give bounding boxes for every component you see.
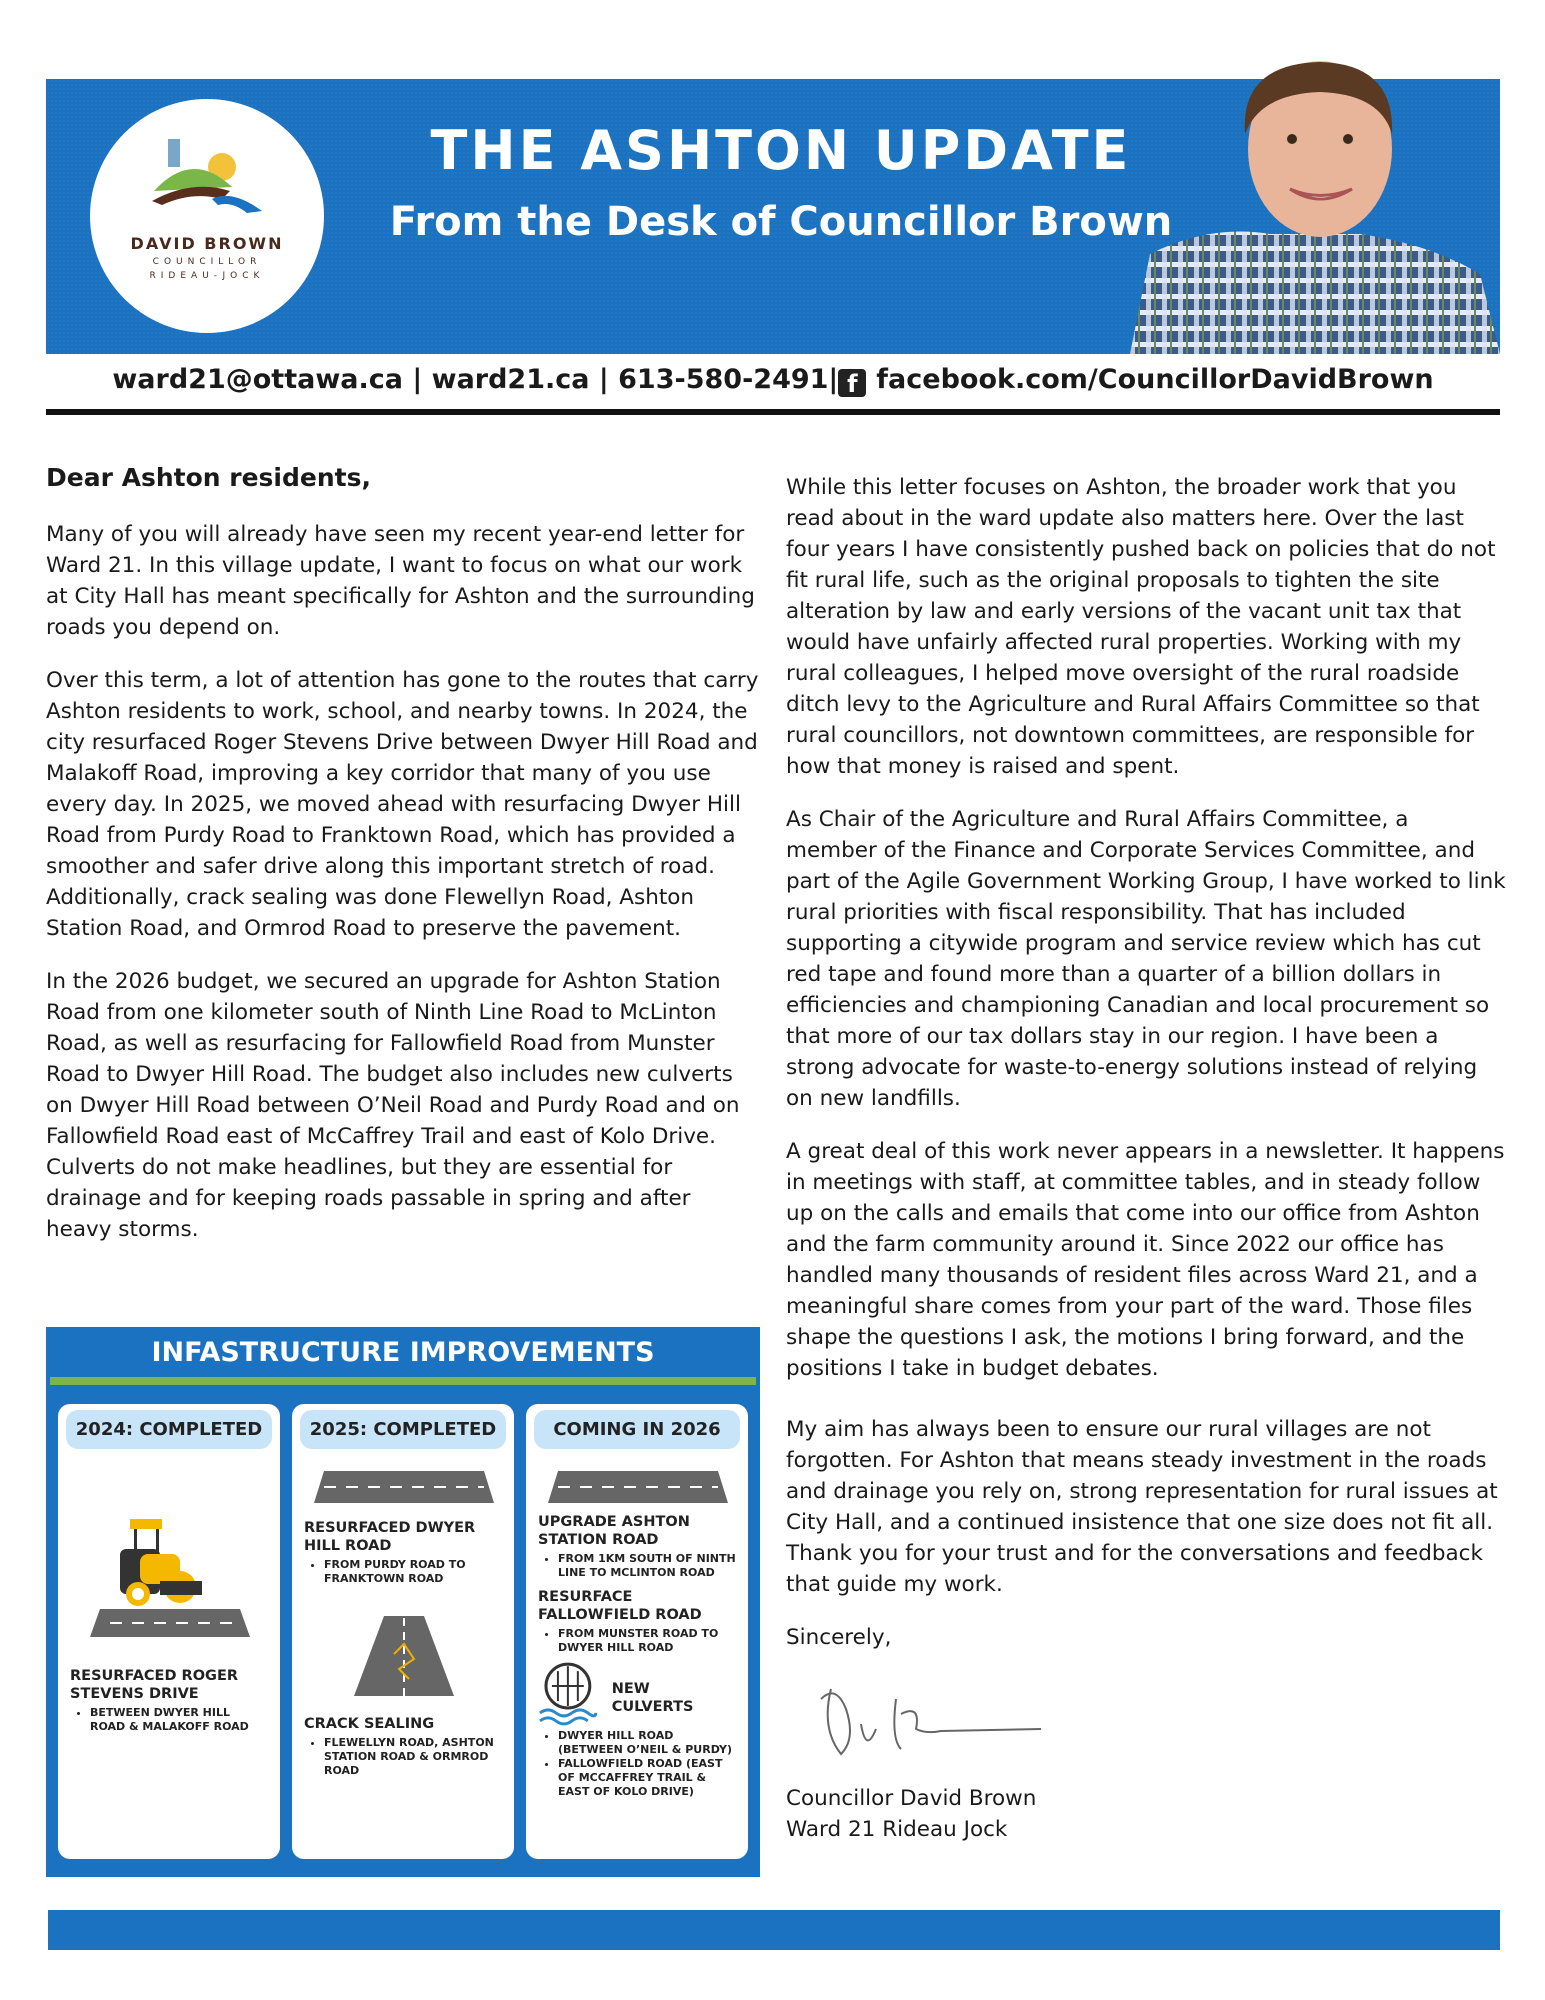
- facebook-link[interactable]: facebook.com/CouncillorDavidBrown: [876, 364, 1434, 395]
- card-bullet: • DWYER HILL ROAD (BETWEEN O’NEIL & PURDY): [558, 1729, 736, 1757]
- councillor-photo: [1130, 54, 1500, 354]
- card-header: 2025: COMPLETED: [300, 1410, 506, 1449]
- culvert-icon: [538, 1661, 598, 1726]
- newsletter-title: THE ASHTON UPDATE: [430, 119, 1132, 182]
- card-bullet: • FROM MUNSTER ROAD TO DWYER HILL ROAD: [558, 1627, 736, 1655]
- footer-bar: [48, 1910, 1500, 1950]
- card-heading: NEW CULVERTS: [611, 1680, 694, 1715]
- card-2024: [58, 1404, 280, 1859]
- card-bullet: • FLEWELLYN ROAD, ASHTON STATION ROAD & ORMROD ROAD: [324, 1736, 502, 1778]
- letter-right-column: [786, 472, 1506, 1845]
- card-2026: [526, 1404, 748, 1859]
- contact-line: [46, 364, 1500, 397]
- card-heading: CRACK SEALING: [304, 1716, 435, 1732]
- card-header: COMING IN 2026: [534, 1410, 740, 1449]
- signature-name: Councillor David Brown: [786, 1786, 1037, 1811]
- contact-info[interactable]: ward21@ottawa.ca | ward21.ca | 613-580-2491|: [112, 364, 839, 395]
- infrastructure-infographic: [46, 1327, 760, 1877]
- facebook-icon: f: [838, 369, 866, 397]
- logo-hills-icon: [152, 139, 262, 229]
- paragraph: While this letter focuses on Ashton, the broader work that you read about in the ward update also matters here. Over the last four years I have consistently pushed back on policies that do not fit rural life, such as the original proposals to tighten the site alteration by law and early versions of the vacant unit tax that would have unfairly affected rural properties. Working with my rural colleagues, I helped move oversight of the rural roadside ditch levy to the Agriculture and Rural Affairs Committee so that rural councillors, not downtown committees, are responsible for how that money is raised and spent.: [786, 475, 1496, 779]
- card-heading: RESURFACED ROGER STEVENS DRIVE: [70, 1668, 239, 1702]
- infographic-title: INFASTRUCTURE IMPROVEMENTS: [151, 1337, 655, 1368]
- newsletter-subtitle: From the Desk of Councillor Brown: [389, 199, 1173, 245]
- councillor-logo: [90, 99, 324, 333]
- closing: Sincerely,: [786, 1625, 892, 1650]
- paragraph: My aim has always been to ensure our rural villages are not forgotten. For Ashton that means steady investment in the roads and drainage you rely on, strong representation for rural issues at City Hall, and a continued insistence that one size does not fit all. Thank you for your trust and for the conversations and feedback that guide my work.: [786, 1417, 1498, 1597]
- paragraph: A great deal of this work never appears in a newsletter. It happens in meetings with staff, at committee tables, and in steady follow up on the calls and emails that come into our office from Ashton and the farm community around it. Since 2022 our office has handled many thousands of resident files across Ward 21, and a meaningful share comes from your part of the ward. Those files shape the questions I ask, the motions I bring forward, and the positions I take in budget debates.: [786, 1139, 1505, 1381]
- card-heading: UPGRADE ASHTON STATION ROAD: [538, 1514, 690, 1548]
- card-bullet: • FROM 1KM SOUTH OF NINTH LINE TO MCLINTON ROAD: [558, 1552, 736, 1580]
- road-icon: [538, 1467, 738, 1507]
- signature: [801, 1669, 1061, 1769]
- card-bullet: • FALLOWFIELD ROAD (EAST OF MCCAFFREY TRAIL & EAST OF KOLO DRIVE): [558, 1757, 736, 1799]
- header-banner: [46, 79, 1500, 354]
- paragraph: Many of you will already have seen my recent year-end letter for Ward 21. In this village update, I want to focus on what our work at City Hall has meant specifically for Ashton and the surrounding roads you depend on.: [46, 522, 755, 640]
- road-icon: [304, 1467, 504, 1507]
- green-divider: [50, 1377, 756, 1385]
- letter-left-column: [46, 462, 761, 1267]
- logo-ward: RIDEAU-JOCK: [149, 271, 265, 281]
- card-2025: [292, 1404, 514, 1859]
- card-heading: RESURFACE FALLOWFIELD ROAD: [538, 1589, 702, 1623]
- card-bullet: • BETWEEN DWYER HILL ROAD & MALAKOFF ROAD: [90, 1706, 268, 1734]
- signature-ward: Ward 21 Rideau Jock: [786, 1817, 1008, 1842]
- card-header: 2024: COMPLETED: [66, 1410, 272, 1449]
- logo-name: DAVID BROWN: [130, 234, 284, 253]
- paragraph: In the 2026 budget, we secured an upgrade for Ashton Station Road from one kilometer south of Ninth Line Road to McLinton Road, as well as resurfacing for Fallowfield Road from Munster Road to Dwyer Hill Road. The budget also includes new culverts on Dwyer Hill Road between O’Neil Road and Purdy Road and on Fallowfield Road east of McCaffrey Trail and east of Kolo Drive. Culverts do not make headlines, but they are essential for drainage and for keeping roads passable in spring and after heavy storms.: [46, 969, 740, 1242]
- paragraph: As Chair of the Agriculture and Rural Affairs Committee, a member of the Finance and Corporate Services Committee, and part of the Agile Government Working Group, I have worked to link rural priorities with fiscal responsibility. That has included supporting a citywide program and service review which has cut red tape and found more than a quarter of a billion dollars in efficiencies and championing Canadian and local procurement so that more of our tax dollars stay in our region. I have been a strong advocate for waste-to-energy solutions instead of relying on new landfills.: [786, 807, 1506, 1111]
- greeting: Dear Ashton residents,: [46, 463, 371, 492]
- card-heading: RESURFACED DWYER HILL ROAD: [304, 1520, 476, 1554]
- cracked-road-icon: [304, 1614, 504, 1699]
- paragraph: Over this term, a lot of attention has gone to the routes that carry Ashton residents to work, school, and nearby towns. In 2024, the city resurfaced Roger Stevens Drive between Dwyer Hill Road and Malakoff Road, improving a key corridor that many of you use every day. In 2025, we moved ahead with resurfacing Dwyer Hill Road from Purdy Road to Franktown Road, which has provided a smoother and safer drive along this important stretch of road. Additionally, crack sealing was done Flewellyn Road, Ashton Station Road, and Ormrod Road to preserve the pavement.: [46, 668, 759, 941]
- logo-role: COUNCILLOR: [152, 257, 262, 267]
- road-roller-icon: [70, 1509, 270, 1639]
- card-bullet: • FROM PURDY ROAD TO FRANKTOWN ROAD: [324, 1558, 502, 1586]
- header-divider: [46, 409, 1500, 415]
